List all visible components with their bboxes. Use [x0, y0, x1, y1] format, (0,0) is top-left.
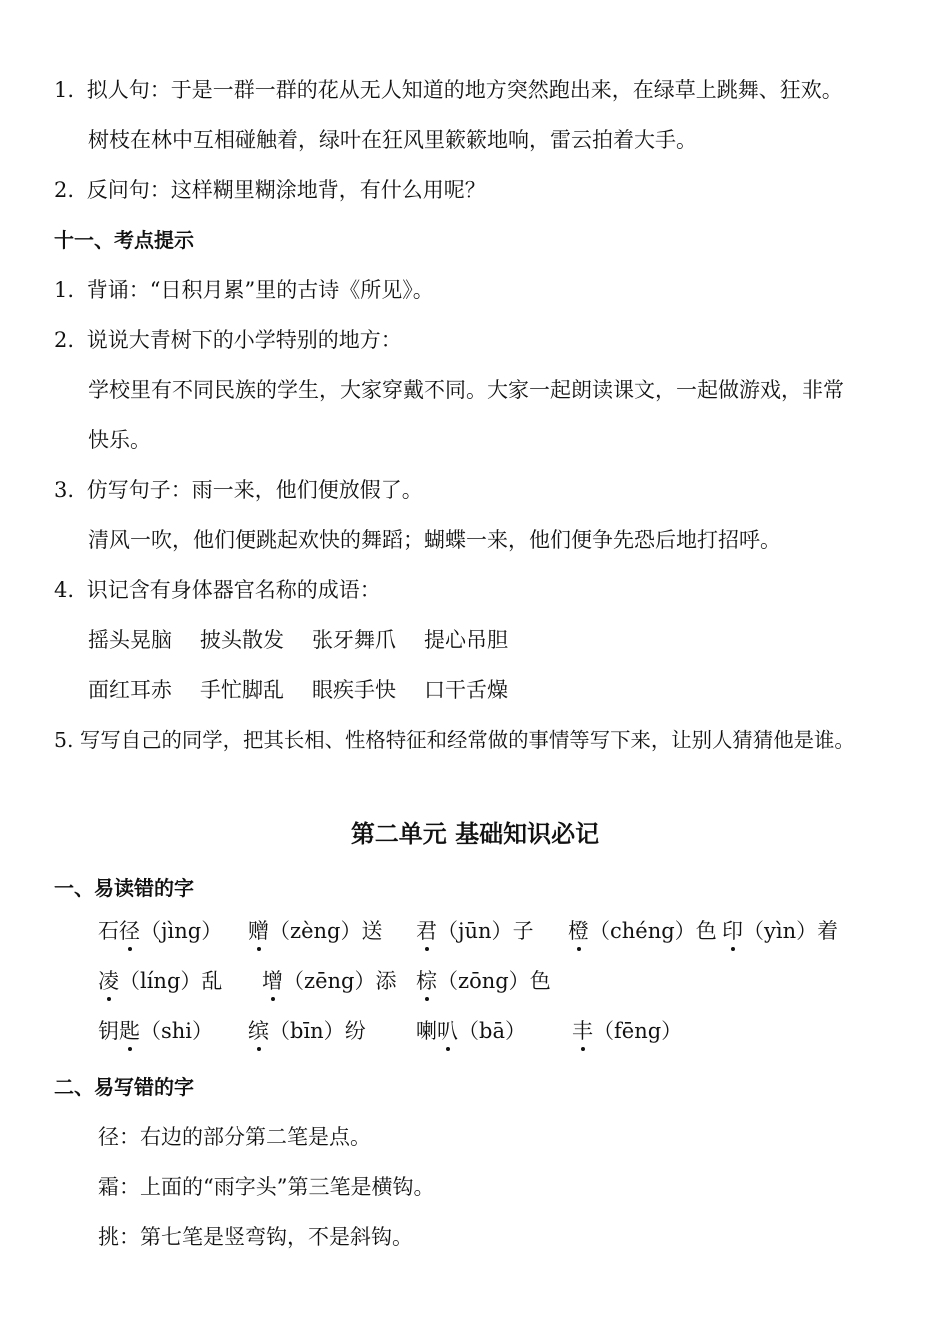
pinyin: （jūn） [437, 919, 513, 943]
item-number: 2. [54, 178, 75, 202]
writing-note: 径：右边的部分第二笔是点。 [98, 1125, 371, 1149]
char-entry: 石径（jìng） [98, 916, 222, 946]
tip-item-5: 5. 写写自己的同学，把其长相、性格特征和经常做的事情等写下来，让别人猜猜他是谁。 [54, 728, 855, 752]
dotted-char: 印 [722, 916, 743, 946]
dotted-char: 丰 [572, 1016, 593, 1046]
idiom: 摇头晃脑 [88, 628, 172, 652]
sentence-item-1 [54, 75, 843, 105]
char-entry: 钥匙（shi） [98, 1016, 213, 1046]
tip-item-4 [54, 575, 381, 605]
pinyin: （bā） [458, 1019, 526, 1043]
item-text: 树枝在林中互相碰触着，绿叶在狂风里簌簌地响，雷云拍着大手。 [88, 128, 697, 152]
item-number: 1. [54, 278, 75, 302]
pinyin: （líng） [119, 969, 202, 993]
pinyin: （zōng） [437, 969, 530, 993]
dotted-char: 橙 [568, 916, 589, 946]
char-entry: 赠（zèng）送 [248, 916, 382, 946]
section-heading-miswritten-chars: 二、易写错的字 [54, 1075, 194, 1099]
item-text: 识记含有身体器官名称的成语： [86, 578, 381, 602]
dotted-char: 棕 [416, 966, 437, 996]
section-heading-misread-chars: 一、易读错的字 [54, 876, 194, 900]
char-entry: 橙（chéng）色 [568, 916, 717, 946]
idiom: 眼疾手快 [312, 678, 396, 702]
tip-item-2 [54, 325, 402, 355]
tip-item-1 [54, 275, 434, 305]
item-number: 3. [54, 478, 75, 502]
pinyin: （zèng） [269, 919, 362, 943]
pinyin: （chéng） [589, 919, 696, 943]
item-text: 清风一吹，他们便跳起欢快的舞蹈；蝴蝶一来，他们便争先恐后地打招呼。 [88, 528, 781, 552]
pinyin: （shi） [140, 1019, 214, 1043]
idiom: 手忙脚乱 [200, 678, 284, 702]
idiom: 提心吊胆 [424, 628, 508, 652]
dotted-char: 凌 [98, 966, 119, 996]
writing-note: 霜：上面的“雨字头”第三笔是横钩。 [98, 1175, 435, 1199]
unit-title: 第二单元 基础知识必记 [350, 820, 600, 848]
idiom: 面红耳赤 [88, 678, 172, 702]
pinyin: （jìng） [140, 919, 223, 943]
char-entry: 棕（zōng）色 [416, 966, 551, 996]
item-number: 2. [54, 328, 75, 352]
char-entry: 君（jūn）子 [416, 916, 534, 946]
dotted-char: 君 [416, 916, 437, 946]
idiom: 口干舌燥 [424, 678, 508, 702]
dotted-char: 径 [119, 916, 140, 946]
item-number: 1. [54, 78, 75, 102]
sentence-item-1-example [88, 125, 697, 155]
tip-item-2-answer [88, 375, 844, 405]
char-entry: 喇叭（bā） [416, 1016, 526, 1046]
dotted-char: 叭 [437, 1016, 458, 1046]
writing-note: 挑：第七笔是竖弯钩，不是斜钩。 [98, 1225, 413, 1249]
dotted-char: 匙 [119, 1016, 140, 1046]
dotted-char: 缤 [248, 1016, 269, 1046]
tip-item-3 [54, 475, 423, 505]
item-text: 说说大青树下的小学特别的地方： [86, 328, 402, 352]
pinyin: （yìn） [743, 919, 818, 943]
idiom: 张牙舞爪 [312, 628, 396, 652]
item-text: 拟人句：于是一群一群的花从无人知道的地方突然跑出来，在绿草上跳舞、狂欢。 [86, 78, 843, 102]
char-entry: 凌（líng）乱 [98, 966, 222, 996]
char-entry: 印（yìn）着 [722, 916, 838, 946]
section-heading-exam-tips: 十一、考点提示 [54, 228, 194, 252]
item-number: 4. [54, 578, 75, 602]
tip-item-3-answer [88, 525, 781, 555]
item-text: 学校里有不同民族的学生，大家穿戴不同。大家一起朗读课文，一起做游戏，非常 [88, 378, 844, 402]
item-text: 背诵：“日积月累”里的古诗《所见》。 [86, 278, 434, 302]
char-entry: 增（zēng）添 [262, 966, 396, 996]
pinyin: （bīn） [269, 1019, 345, 1043]
idiom: 披头散发 [200, 628, 284, 652]
dotted-char: 增 [262, 966, 283, 996]
item-text: 快乐。 [88, 428, 151, 452]
char-entry: 缤（bīn）纷 [248, 1016, 366, 1046]
tip-item-2-answer-cont [88, 425, 151, 455]
item-text: 仿写句子：雨一来，他们便放假了。 [86, 478, 423, 502]
pinyin: （fēng） [593, 1019, 683, 1043]
char-entry [572, 1016, 682, 1046]
dotted-char: 赠 [248, 916, 269, 946]
item-text: 反问句：这样糊里糊涂地背，有什么用呢？ [86, 178, 486, 202]
pinyin: （zēng） [283, 969, 376, 993]
sentence-item-2 [54, 175, 486, 205]
